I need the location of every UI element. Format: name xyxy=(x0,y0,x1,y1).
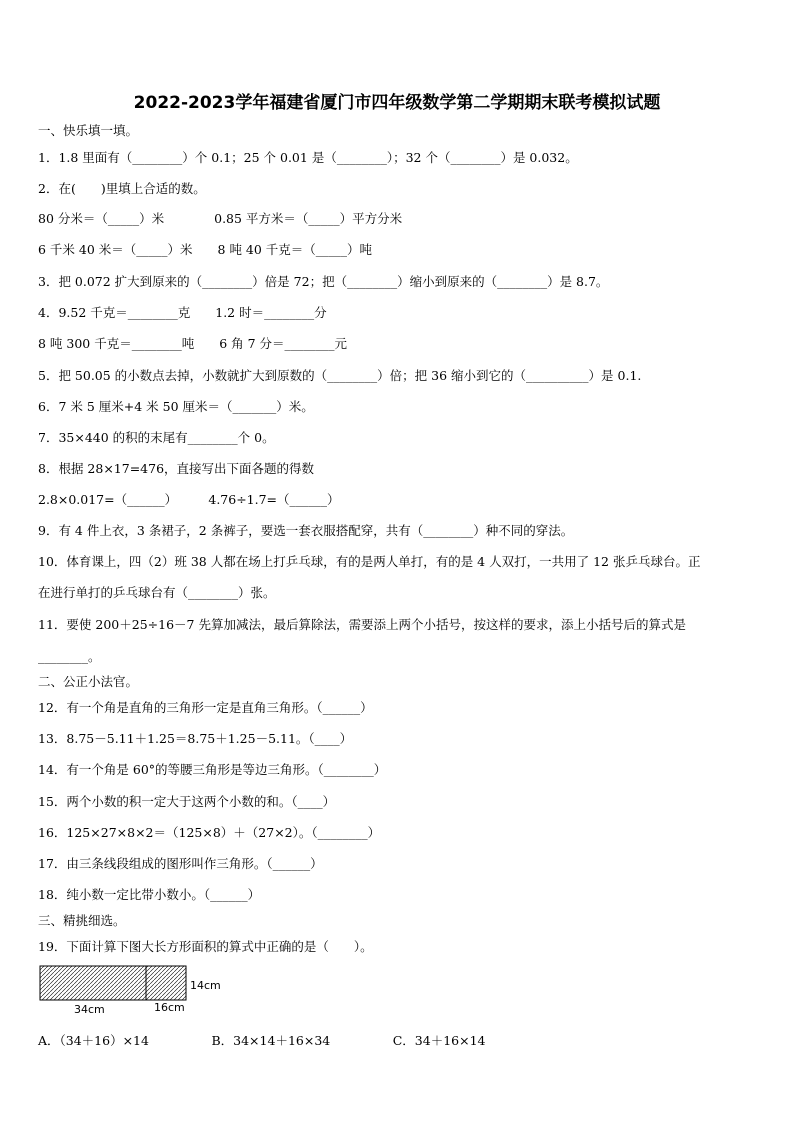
question-line: 8 吨 300 千克＝________吨 6 角 7 分＝________元 xyxy=(38,336,348,351)
question-line: 15．两个小数的积一定大于这两个小数的和。（____） xyxy=(38,794,336,809)
question-line: 17．由三条线段组成的图形叫作三角形。（______） xyxy=(38,856,323,871)
rectangle-figure xyxy=(38,964,238,1024)
question-line: 11．要使 200＋25÷16－7 先算加减法，最后算除法，需要添上两个小括号，按这样的要求，添上小括号后的算式是 xyxy=(38,617,686,632)
question-line: 18．纯小数一定比带小数小。（______） xyxy=(38,887,261,902)
question-line: 5．把 50.05 的小数点去掉，小数就扩大到原数的（________）倍；把 36 缩小到它的（__________）是 0.1. xyxy=(38,368,642,383)
question-line: 在进行单打的乒乓球台有（________）张。 xyxy=(38,585,276,600)
question-line: 2．在( )里填上合适的数。 xyxy=(38,181,206,196)
answer-options: A．（34＋16）×14 B．34×14＋16×34 C．34＋16×14 xyxy=(38,1033,486,1048)
question-line: 1．1.8 里面有（________）个 0.1；25 个 0.01 是（________）；32 个（________）是 0.032。 xyxy=(38,150,578,165)
left-width-label: 34cm xyxy=(74,1003,105,1016)
section-heading: 二、公正小法官。 xyxy=(38,674,139,689)
question-line: 6 千米 40 米＝（_____）米 8 吨 40 千克＝（_____）吨 xyxy=(38,242,373,257)
question-line: 13．8.75－5.11＋1.25＝8.75＋1.25－5.11。（____） xyxy=(38,731,353,746)
right-width-label: 16cm xyxy=(154,1001,185,1014)
question-line: 9．有 4 件上衣，3 条裙子，2 条裤子，要选一套衣服搭配穿，共有（________）种不同的穿法。 xyxy=(38,523,574,538)
question-line: 10．体育课上，四（2）班 38 人都在场上打乒乓球，有的是两人单打，有的是 4 人双打，一共用了 12 张乒乓球台。正 xyxy=(38,554,701,569)
question-line: ________。 xyxy=(38,649,101,664)
question-line: 8．根据 28×17=476，直接写出下面各题的得数 xyxy=(38,461,315,476)
question-line: 16．125×27×8×2＝（125×8）＋（27×2）。（________） xyxy=(38,825,381,840)
question-line: 19．下面计算下图大长方形面积的算式中正确的是（ ）。 xyxy=(38,939,373,954)
question-line: 7．35×440 的积的末尾有________个 0。 xyxy=(38,430,275,445)
question-line: 2.8×0.017=（______） 4.76÷1.7=（______） xyxy=(38,492,340,507)
height-label: 14cm xyxy=(190,979,221,992)
question-line: 12．有一个角是直角的三角形一定是直角三角形。（______） xyxy=(38,700,373,715)
question-line: 6．7 米 5 厘米+4 米 50 厘米＝（_______）米。 xyxy=(38,399,314,414)
large-hatched-part xyxy=(40,966,146,1000)
question-line: 80 分米＝（_____）米 0.85 平方米＝（_____）平方分米 xyxy=(38,211,403,226)
section-heading: 一、快乐填一填。 xyxy=(38,123,139,138)
small-hatched-part xyxy=(146,966,186,1000)
question-line: 4．9.52 千克＝________克 1.2 时＝________分 xyxy=(38,305,327,320)
question-line: 14．有一个角是 60°的等腰三角形是等边三角形。（________） xyxy=(38,762,387,777)
section-heading: 三、精挑细选。 xyxy=(38,913,126,928)
question-line: 3．把 0.072 扩大到原来的（________）倍是 72；把（________）缩小到原来的（________）是 8.7。 xyxy=(38,274,609,289)
page-title: 2022-2023学年福建省厦门市四年级数学第二学期期末联考模拟试题 xyxy=(133,93,661,113)
